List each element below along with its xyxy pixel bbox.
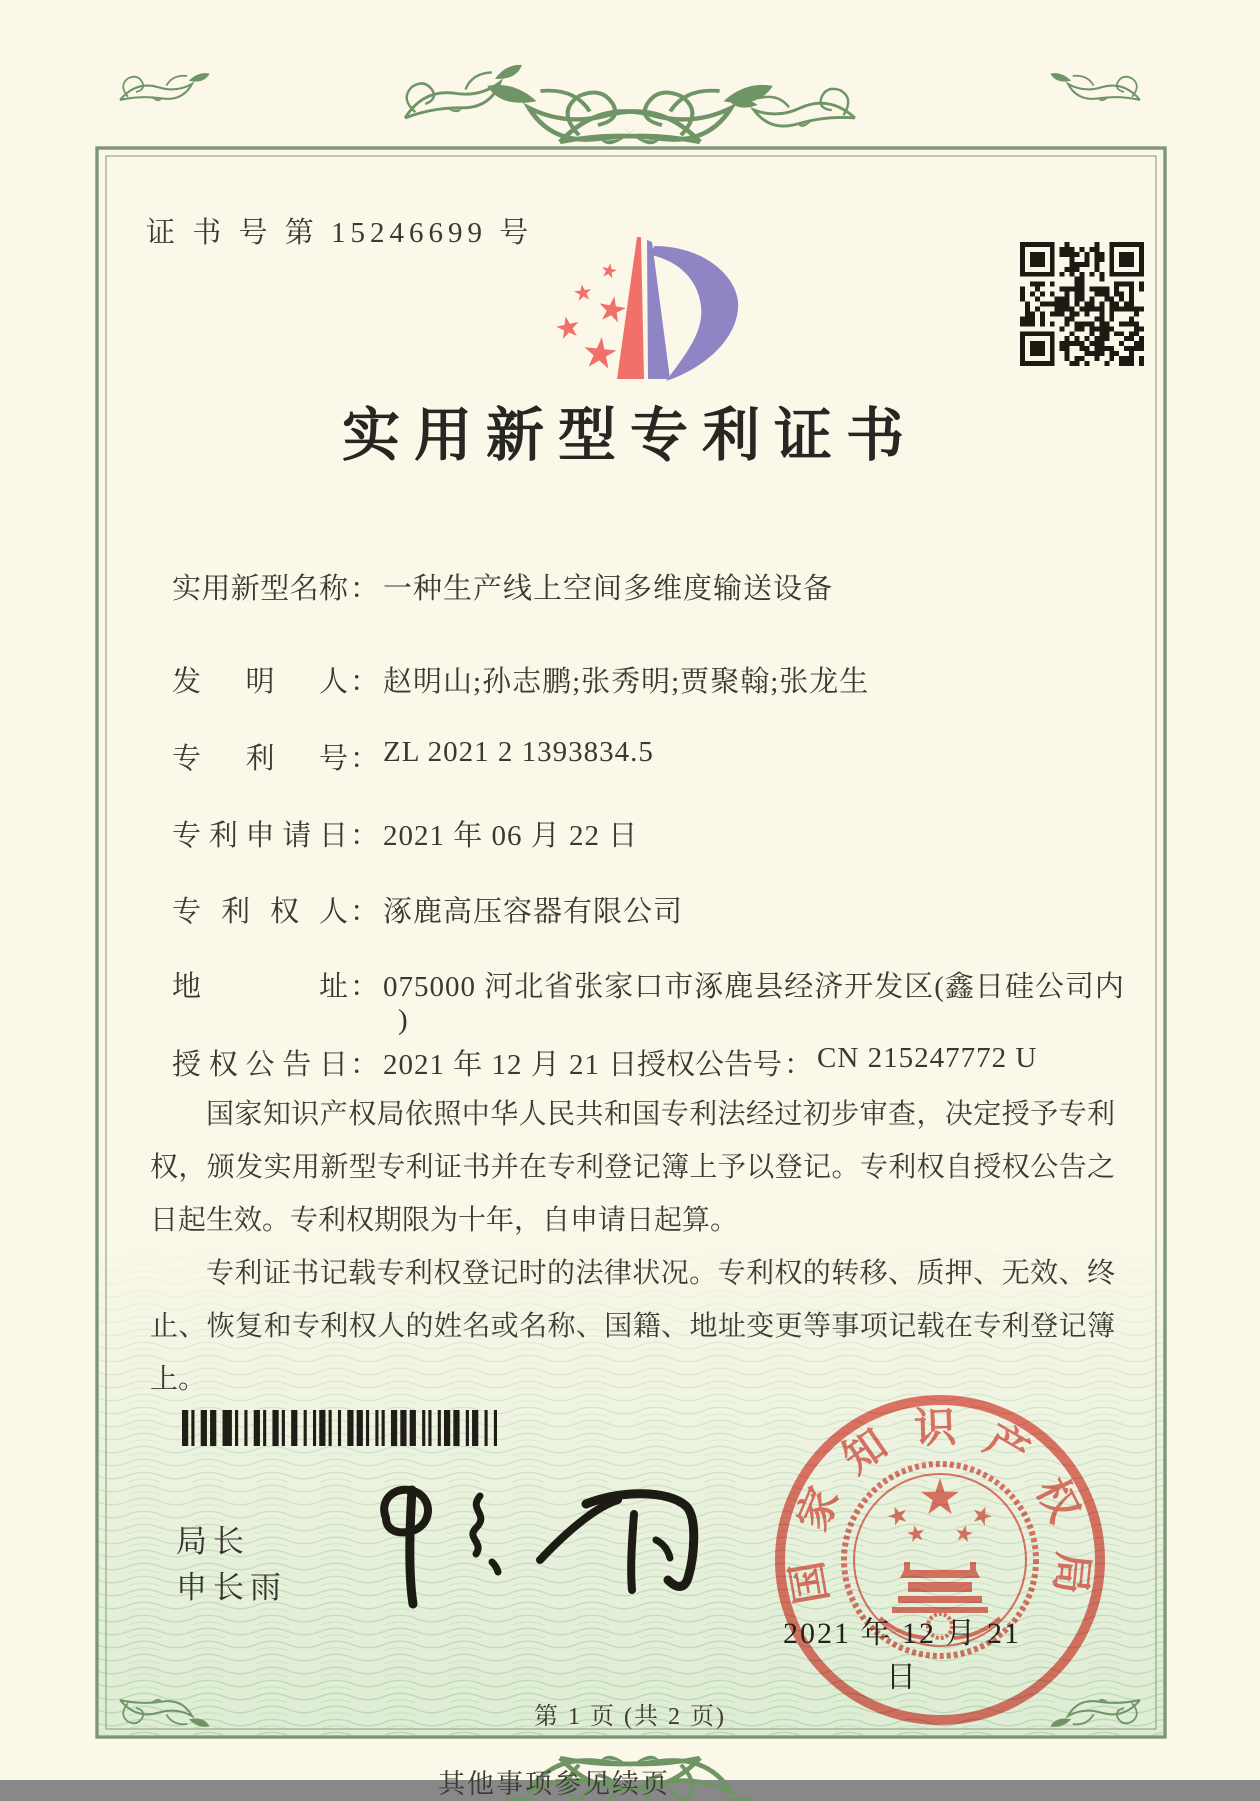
- legal-text: [150, 1088, 1115, 1406]
- officer-name: 申长雨: [176, 1570, 287, 1605]
- officer-title: 局长: [176, 1524, 250, 1559]
- signature-shen-changyu: [350, 1462, 730, 1632]
- field-value: 075000 河北省张家口市涿鹿县经济开发区(鑫日硅公司内: [383, 971, 1125, 1003]
- certificate-title: 实用新型专利证书: [341, 403, 918, 468]
- field-address-line2: ): [398, 1004, 408, 1036]
- legal-paragraph-2: 专利证书记载专利权登记时的法律状况。专利权的转移、质押、无效、终止、恢复和专利权人的姓名或名称、国籍、地址变更等事项记载在专利登记簿上。: [150, 1258, 1115, 1395]
- field-inventors: 发明人 ： 赵明山;孙志鹏;张秀明;贾聚翰;张龙生: [172, 659, 869, 700]
- seal-date: 2021 年 12 月 21 日: [783, 1617, 1021, 1694]
- field-label: 专利号: [172, 743, 348, 775]
- field-filing-date: 专利申请日 ： 2021 年 06 月 22 日: [172, 813, 638, 854]
- certificate-number: 证 书 号 第 15246699 号: [146, 217, 534, 249]
- field-label: 授权公告号: [637, 1049, 783, 1081]
- qr-code: [1020, 242, 1144, 366]
- field-value: 赵明山;孙志鹏;张秀明;贾聚翰;张龙生: [383, 666, 870, 698]
- field-value: 涿鹿高压容器有限公司: [383, 896, 684, 928]
- field-value: CN 215247772 U: [817, 1042, 1038, 1074]
- field-patent-number: 专利号 ： ZL 2021 2 1393834.5: [172, 736, 654, 775]
- field-label: 专利申请日: [172, 820, 348, 852]
- field-label: 发明人: [172, 666, 348, 698]
- field-label: 地址: [172, 971, 348, 1003]
- field-grant-number: 授权公告号 ： CN 215247772 U: [637, 1042, 1038, 1081]
- field-value: 2021 年 06 月 22 日: [383, 820, 639, 852]
- field-utility-model-name: 实用新型名称 ： 一种生产线上空间多维度输送设备: [172, 566, 833, 607]
- field-label: 专利权人: [172, 896, 348, 928]
- field-value: 2021 年 12 月 21 日: [383, 1049, 639, 1081]
- page-number: 第 1 页 (共 2 页): [534, 1704, 726, 1730]
- field-grant-date: 授权公告日 ： 2021 年 12 月 21 日: [172, 1042, 638, 1083]
- field-patentee: 专利权人 ： 涿鹿高压容器有限公司: [172, 889, 683, 930]
- field-address: 地址 ： 075000 河北省张家口市涿鹿县经济开发区(鑫日硅公司内: [172, 964, 1125, 1005]
- legal-paragraph-1: 国家知识产权局依照中华人民共和国专利法经过初步审查，决定授予专利权，颁发实用新型专利证书并在专利登记簿上予以登记。专利权自授权公告之日起生效。专利权期限为十年，自申请日起算。: [150, 1099, 1115, 1236]
- field-value: 一种生产线上空间多维度输送设备: [383, 573, 834, 605]
- seal-text: 国家知识产权局: [784, 1405, 1096, 1608]
- field-value: ZL 2021 2 1393834.5: [383, 736, 654, 768]
- field-label: 实用新型名称: [172, 573, 348, 605]
- barcode: [182, 1410, 497, 1446]
- field-label: 授权公告日: [172, 1049, 348, 1081]
- cnipa-logo-icon: [540, 210, 770, 400]
- continuation-note: 其他事项参见续页: [438, 1769, 670, 1799]
